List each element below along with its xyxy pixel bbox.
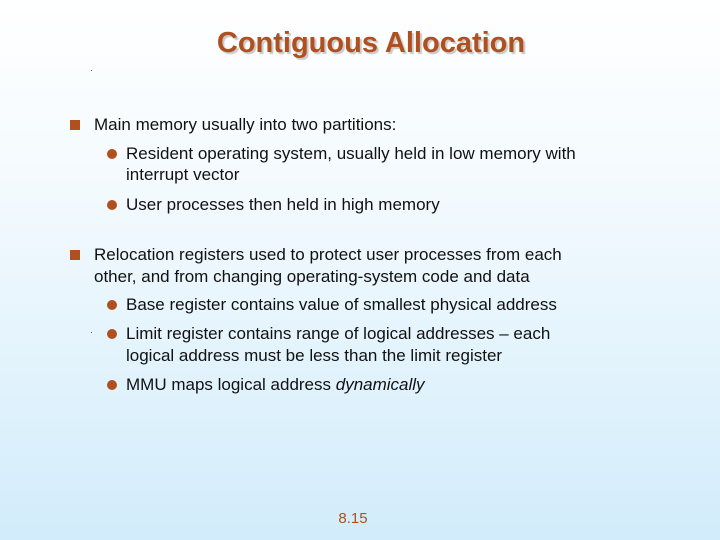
square-bullet-icon: [70, 120, 80, 130]
sub-bullet-line: User processes then held in high memory: [126, 195, 440, 214]
bullet-line: other, and from changing operating-system code and data: [94, 267, 530, 286]
sub-bullet-resident-os: [107, 143, 667, 187]
stray-dot: [91, 70, 92, 71]
stray-dot: [91, 332, 92, 333]
round-bullet-icon: [107, 149, 117, 159]
slide-title: Contiguous Allocation: [216, 27, 526, 59]
sub-bullet-user-processes: [107, 194, 667, 216]
bullet-main-memory: [70, 114, 670, 136]
round-bullet-icon: [107, 329, 117, 339]
sub-bullet-line: interrupt vector: [126, 165, 240, 184]
sub-bullet-limit-register: [107, 323, 667, 367]
bullet-relocation-registers: [70, 244, 670, 288]
sub-bullet-line: Base register contains value of smallest physical address: [126, 295, 557, 314]
bullet-text: Main memory usually into two partitions:: [94, 115, 397, 134]
round-bullet-icon: [107, 200, 117, 210]
sub-bullet-line: [126, 374, 425, 396]
emphasis-text: dynamically: [335, 375, 425, 394]
bullet-line: Relocation registers used to protect user processes from each: [94, 245, 562, 264]
sub-bullet-base-register: [107, 294, 667, 316]
sub-bullet-line: Resident operating system, usually held in low memory with: [126, 144, 576, 163]
sub-bullet-mmu: [107, 374, 667, 396]
sub-bullet-text: MMU maps logical address: [126, 375, 336, 394]
round-bullet-icon: [107, 380, 117, 390]
sub-bullet-line: Limit register contains range of logical addresses – each: [126, 324, 551, 343]
page-number: 8.15: [338, 510, 368, 527]
sub-bullet-line: logical address must be less than the limit register: [126, 346, 503, 365]
round-bullet-icon: [107, 300, 117, 310]
square-bullet-icon: [70, 250, 80, 260]
